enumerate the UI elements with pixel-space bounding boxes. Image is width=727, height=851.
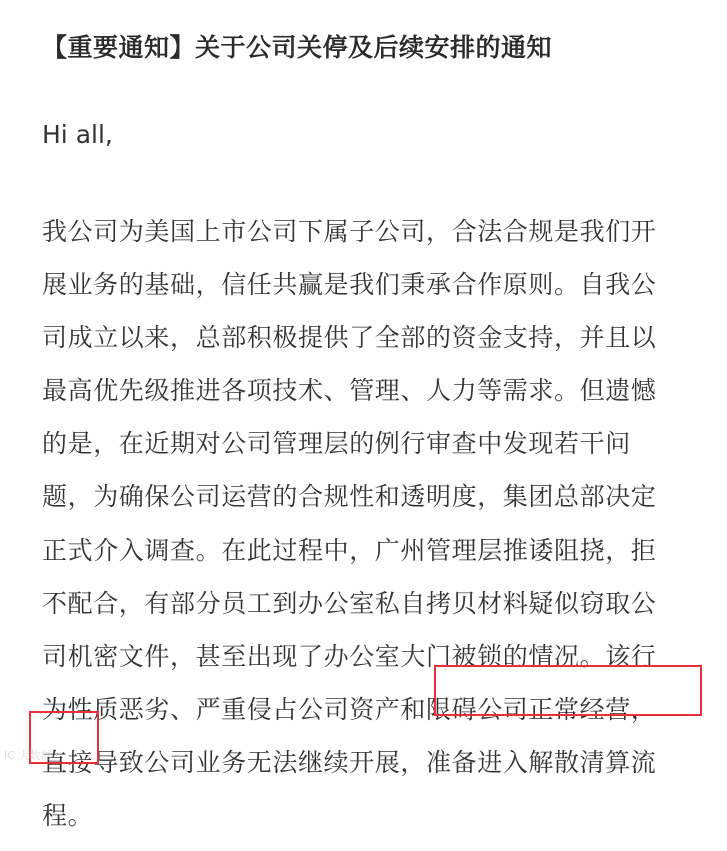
body-line: 我公司为美国上市公司下属子公司，合法合规是我们开 bbox=[42, 217, 657, 246]
body-line: 司机密文件，甚至出现了办公室大门被锁的情况。该行 bbox=[42, 641, 657, 671]
body-line: 题，为确保公司运营的合规性和透明度，集团总部决定 bbox=[42, 482, 657, 512]
body-line: 司成立以来，总部积极提供了全部的资金支持，并且以 bbox=[42, 323, 657, 353]
notice-body bbox=[42, 214, 702, 851]
body-line: 不配合，有部分员工到办公室私自拷贝材料疑似窃取公 bbox=[42, 588, 657, 618]
body-line: 程。 bbox=[42, 801, 94, 831]
body-line: 展业务的基础，信任共赢是我们秉承合作原则。自我公 bbox=[42, 270, 657, 300]
body-line: 正式介入调查。在此过程中，广州管理层推诿阻挠，拒 bbox=[42, 535, 657, 565]
body-line: 最高优先级推进各项技术、管理、人力等需求。但遗憾 bbox=[42, 376, 657, 406]
body-line: 为性质恶劣、严重侵占公司资产和限碍公司正常经营， bbox=[42, 694, 657, 724]
body-line: 的是，在近期对公司管理层的例行审查中发现若干问 bbox=[42, 429, 631, 459]
greeting: Hi all, bbox=[42, 120, 113, 149]
notice-title: 【重要通知】关于公司关停及后续安排的通知 bbox=[42, 33, 553, 62]
body-line: 直接导致公司业务无法继续开展，准备进入解散清算流 bbox=[42, 747, 657, 777]
watermark: IC 大数据 bbox=[4, 749, 52, 762]
